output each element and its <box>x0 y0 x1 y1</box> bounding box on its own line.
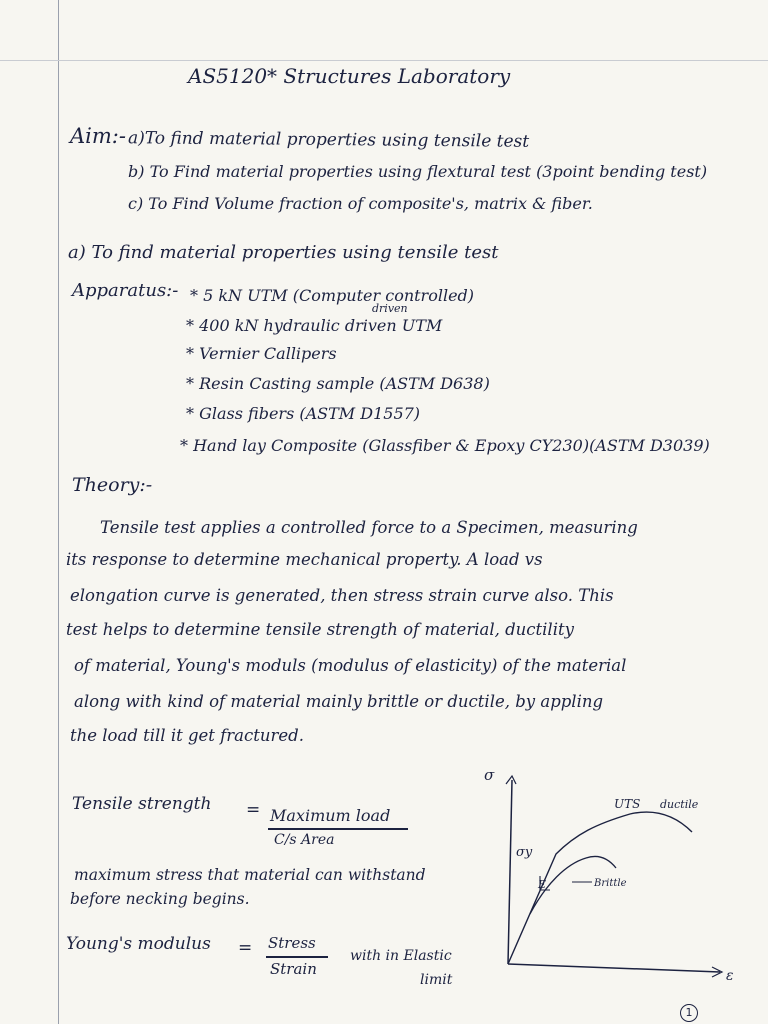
x-axis-label: ε <box>726 968 734 984</box>
tensile-strength-label: Tensile strength <box>72 794 212 814</box>
y-axis-arrow <box>506 776 516 784</box>
apparatus-annotation: driven <box>372 302 408 315</box>
apparatus-item-utm-400kn: * 400 kN hydraulic driven UTM <box>186 316 443 335</box>
page-title: AS5120* Structures Laboratory <box>188 64 511 88</box>
aim-item-b: b) To Find material properties using flextural test (3point bending test) <box>128 162 708 181</box>
theory-label: Theory:- <box>72 474 153 496</box>
max-stress-line: before necking begins. <box>70 890 250 908</box>
y-axis-label: σ <box>484 768 495 784</box>
theory-line: elongation curve is generated, then stress strain curve also. This <box>70 586 614 605</box>
tensile-numerator: Maximum load <box>270 806 391 825</box>
top-rule-line <box>0 60 768 61</box>
youngs-numerator: Stress <box>268 934 316 952</box>
equals-sign: = <box>246 800 261 820</box>
section-a-heading: a) To find material properties using tensile test <box>68 242 499 263</box>
aim-label: Aim:- <box>70 124 126 148</box>
max-stress-line: maximum stress that material can withstand <box>74 866 426 884</box>
elastic-label: E <box>538 878 547 891</box>
equals-sign: = <box>238 938 253 958</box>
theory-line: along with kind of material mainly brittle or ductile, by appling <box>74 692 604 711</box>
youngs-denominator: Strain <box>270 960 317 978</box>
theory-line: test helps to determine tensile strength of material, ductility <box>66 620 574 639</box>
ductile-label: ductile <box>660 798 699 811</box>
apparatus-item-glass-fibers: * Glass fibers (ASTM D1557) <box>186 404 421 423</box>
apparatus-item-callipers: * Vernier Callipers <box>186 344 337 363</box>
theory-line: Tensile test applies a controlled force to a Specimen, measuring <box>100 518 638 537</box>
stress-strain-sketch <box>480 768 740 998</box>
x-axis-line <box>508 964 720 972</box>
y-axis-line <box>508 780 512 964</box>
margin-line <box>58 0 59 1024</box>
aim-item-c: c) To Find Volume fraction of composite's, matrix & fiber. <box>128 194 593 213</box>
fraction-bar <box>268 828 408 830</box>
brittle-label: Brittle <box>594 878 627 889</box>
elastic-limit-note: with in Elastic <box>350 948 452 964</box>
apparatus-item-composite: * Hand lay Composite (Glassfiber & Epoxy CY230)(ASTM D3039) <box>180 436 710 455</box>
fraction-bar <box>266 956 328 958</box>
page-number: 1 <box>680 1004 698 1022</box>
elastic-limit-note: limit <box>420 972 453 988</box>
tensile-denominator: C/s Area <box>274 832 335 848</box>
apparatus-item-resin-sample: * Resin Casting sample (ASTM D638) <box>186 374 490 393</box>
apparatus-item-utm-5kn: * 5 kN UTM (Computer controlled) <box>190 286 475 305</box>
theory-line: the load till it get fractured. <box>70 726 304 745</box>
theory-line: its response to determine mechanical property. A load vs <box>66 550 543 569</box>
yield-stress-label: σy <box>516 845 533 860</box>
aim-item-a: a)To find material properties using tensile test <box>127 128 530 152</box>
uts-label: UTS <box>614 797 641 811</box>
apparatus-label: Apparatus:- <box>72 280 179 301</box>
theory-line: of material, Young's moduls (modulus of elasticity) of the material <box>74 656 627 675</box>
youngs-modulus-label: Young's modulus <box>66 934 211 954</box>
